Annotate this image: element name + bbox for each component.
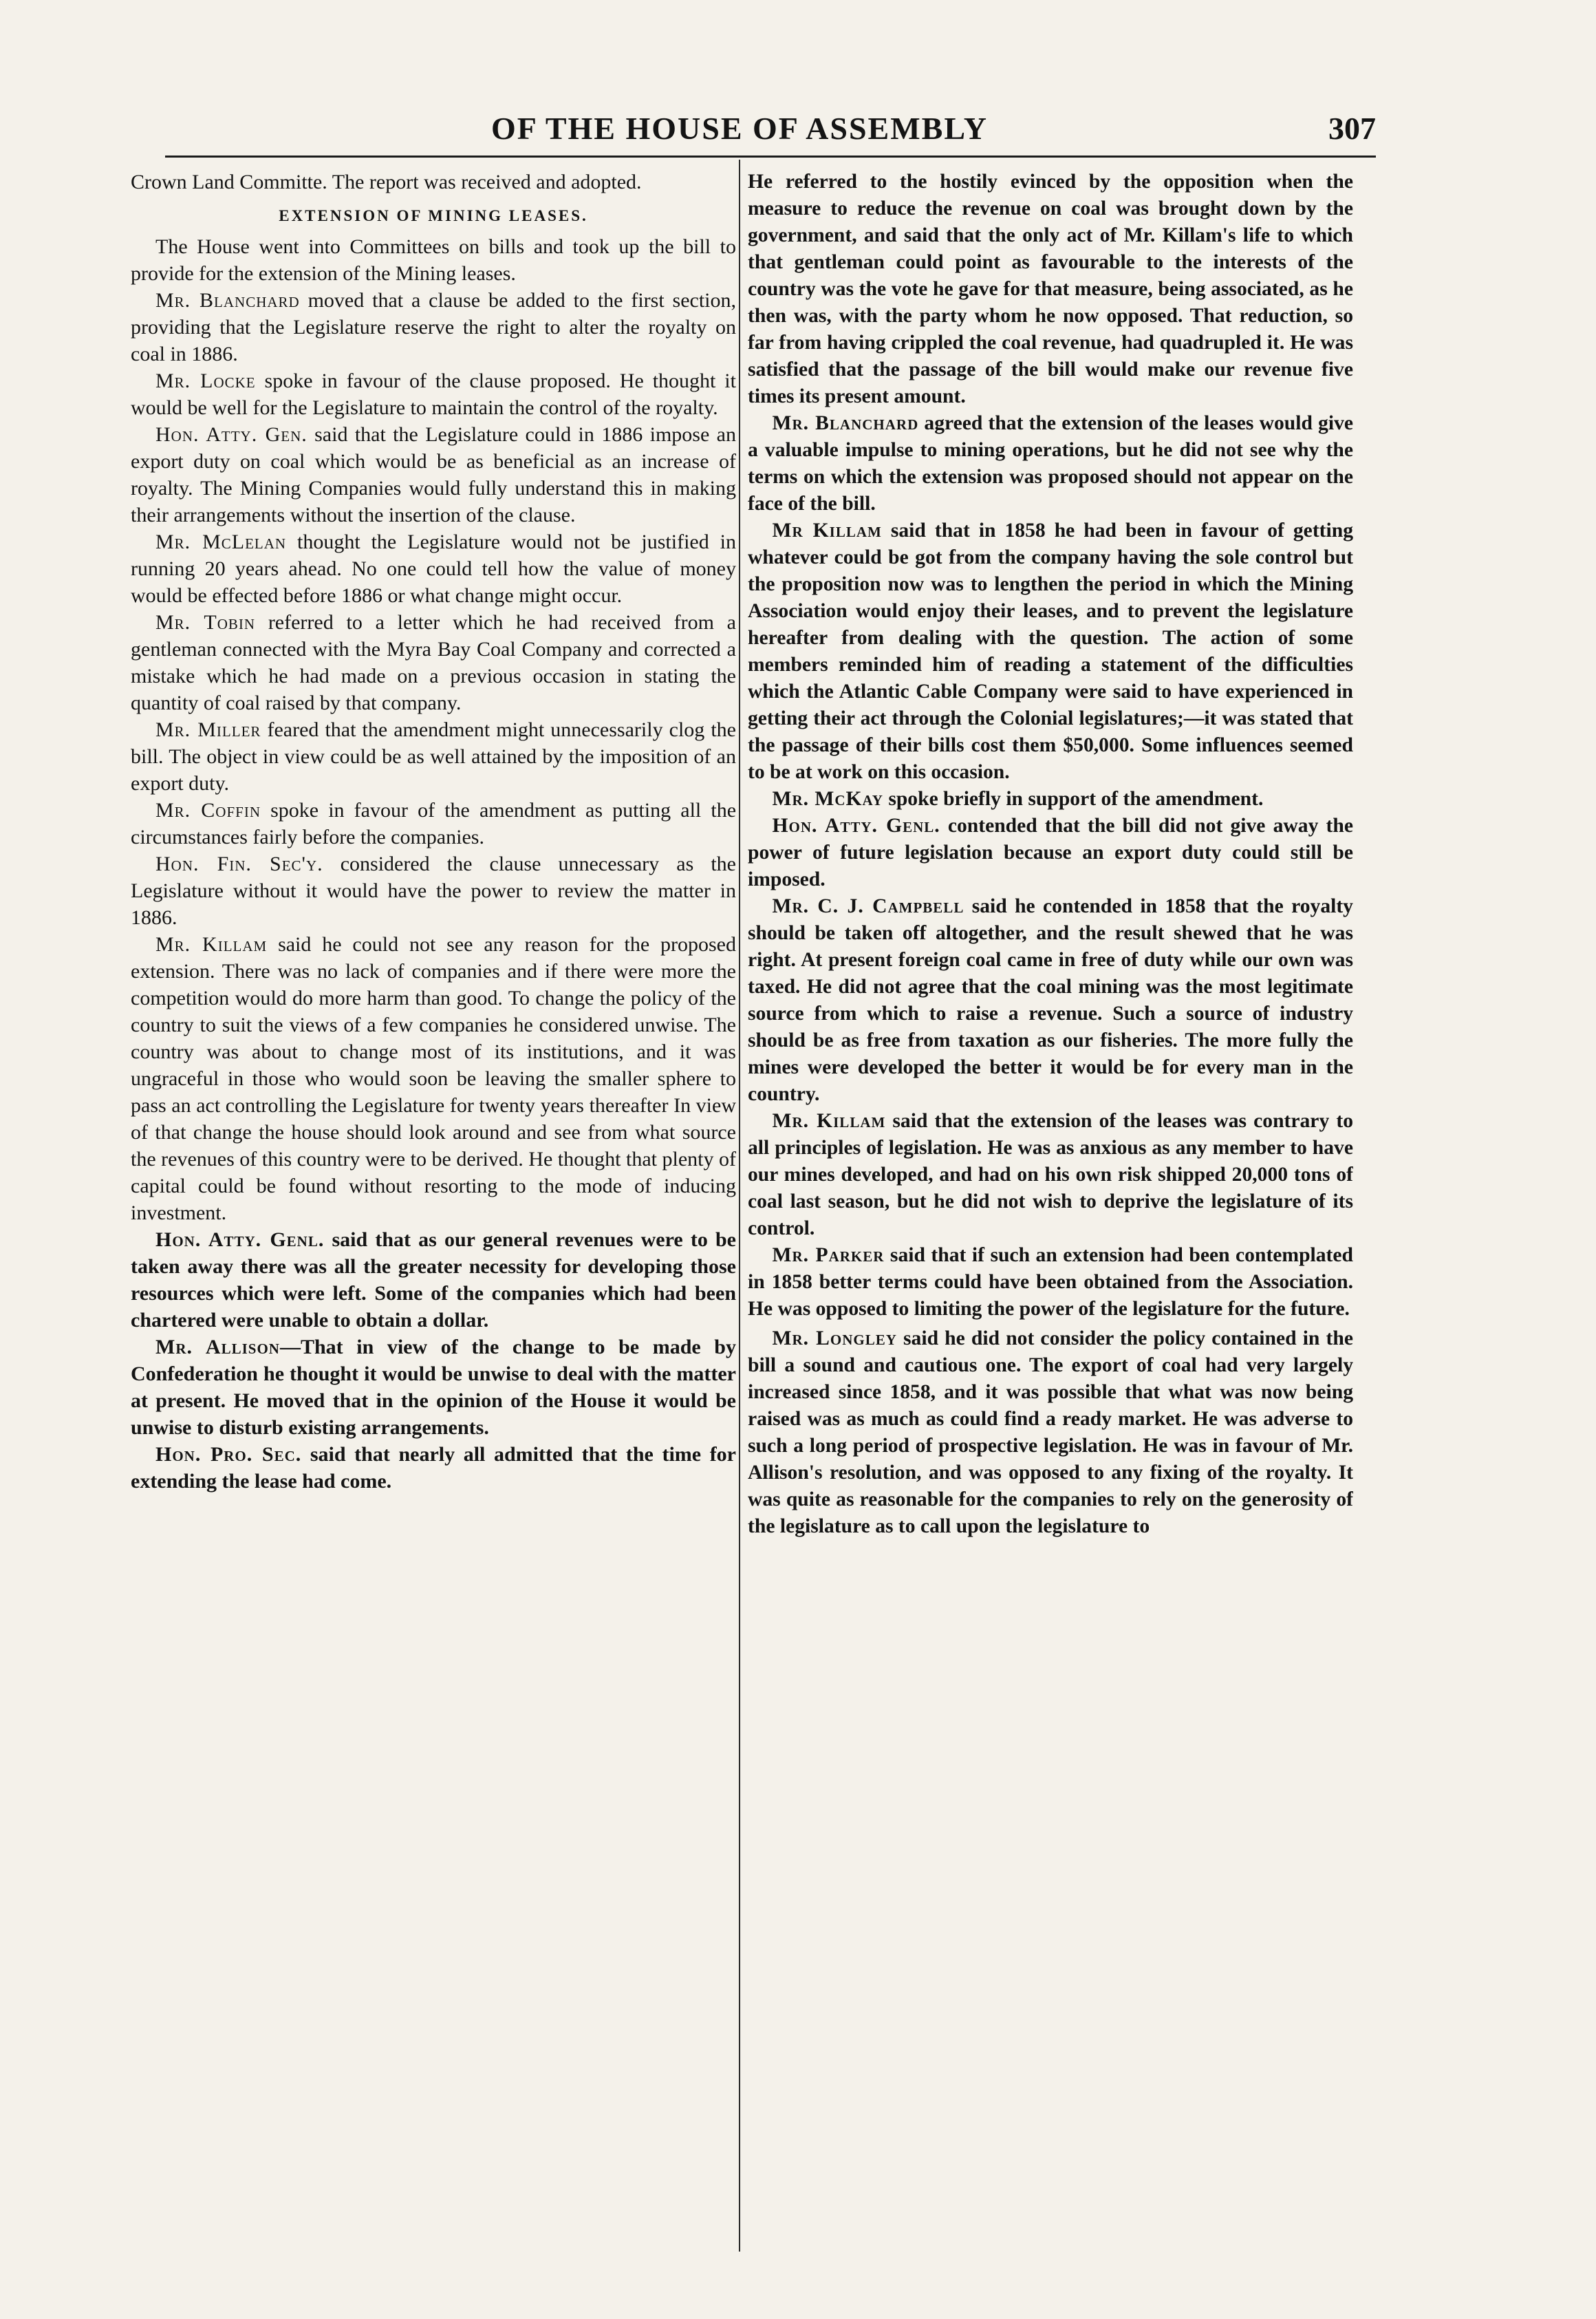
- speaker-name: Mr. C. J. Campbell: [772, 895, 964, 917]
- paragraph: The House went into Committees on bills and took up the bill to provide for the extension of the Mining leases.: [131, 235, 736, 285]
- speaker-name: Mr. Killam: [155, 933, 268, 956]
- left-column: [131, 169, 736, 2247]
- speech-text: said that as our general revenues were to be taken away there was all the greater necessity for developing those resources which were left. Some of the companies which had been chartered were unable to obtain a dollar.: [131, 1228, 736, 1332]
- speech-text: referred to a letter which he had received from a gentleman connected with the Myra Bay Coal Company and corrected a mistake which he had made on a previous occasion in stating the quantity of coal raised by that company.: [131, 611, 736, 714]
- speech-text: spoke briefly in support of the amendment.: [883, 788, 1264, 810]
- speaker-name: Mr. Blanchard: [155, 289, 300, 312]
- paragraph: [131, 367, 736, 421]
- speech-text: said that in 1858 he had been in favour of getting whatever could be got from the company having the sole control but the proposition now was to lengthen the period in which the Mining Association would enjoy their leases, and to prevent the legislature hereafter from dealing with the question. The action of some members reminded him of reading a statement of the difficulties which the Atlantic Cable Company were said to have experienced in getting their act through the Colonial legislatures;—it was stated that the passage of their bills cost them $50,000. Some influences seemed to be at work on this occasion.: [748, 520, 1353, 783]
- speaker-name: Hon. Atty. Gen.: [155, 423, 308, 446]
- speech-text: moved that a clause be added to the first section, providing that the Legislature reserve the right to alter the royalty on coal in 1886.: [131, 289, 736, 365]
- paragraph: [131, 931, 736, 1226]
- paragraph: [748, 786, 1353, 813]
- speech-text: feared that the amendment might unnecessarily clog the bill. The object in view could be as well attained by the imposition of an export duty.: [131, 718, 736, 795]
- speech-text: —That in view of the change to be made by Confederation he thought it would be unwise to deal with the matter at present. He moved that in the opinion of the House it would be unwise to disturb existing arrangements.: [131, 1336, 736, 1439]
- speech-text: contended that the bill did not give away the power of future legislation because an export duty could still be imposed.: [748, 815, 1353, 890]
- speaker-name: Mr. Coffin: [155, 799, 261, 822]
- speech-text: considered the clause unnecessary as the Legislature without it would have the power to review the matter in 1886.: [131, 853, 736, 929]
- paragraph: [131, 1334, 736, 1441]
- paragraph: [131, 528, 736, 609]
- paragraph: [131, 716, 736, 797]
- speech-text: said he contended in 1858 that the royalty should be taken off altogether, and the result shewed that he was right. At present foreign coal came in free of duty while our own was taxed. He did not agree that the coal mining was the most legitimate source from which to raise a revenue. Such a source of industry should be as free from taxation as our fisheries. The more fully the mines were developed the better it would be for every man in the country.: [748, 895, 1353, 1105]
- paragraph: [748, 893, 1353, 1108]
- paragraph: [131, 1441, 736, 1495]
- speaker-name: Mr. Longley: [772, 1327, 897, 1349]
- speech-text: said that if such an extension had been contemplated in 1858 better terms could have been obtained from the Association. He was opposed to limiting the power of the legislature for the future.: [748, 1244, 1353, 1320]
- speaker-name: Hon. Atty. Genl.: [155, 1228, 325, 1251]
- paragraph: [131, 421, 736, 528]
- speech-text: said he could not see any reason for the proposed extension. There was no lack of companies and if there were more the competition would do more harm than good. To change the policy of the country to suit the views of a few companies he considered unwise. The country was about to change most of its institutions, and it was ungraceful in those who would soon be leaving the smaller sphere to pass an act controlling the Legislature for twenty years thereafter In view of that change the house should look around and see from what source the revenues of this country were to be derived. He thought that plenty of capital could be found without resorting to the mode of inducing investment.: [131, 933, 736, 1224]
- speech-text: spoke in favour of the amendment as putting all the circumstances fairly before the companies.: [131, 799, 736, 848]
- speaker-name: Hon. Pro. Sec.: [155, 1443, 302, 1466]
- paragraph: [748, 517, 1353, 786]
- speaker-name: Mr. Allison: [155, 1336, 280, 1358]
- running-title: OF THE HOUSE OF ASSEMBLY: [490, 111, 988, 146]
- speaker-name: Mr. Parker: [772, 1244, 885, 1266]
- right-column: [748, 169, 1353, 2247]
- speaker-name: Mr. Blanchard: [772, 412, 919, 434]
- speaker-name: Mr. Tobin: [155, 611, 256, 634]
- paragraph: [748, 1242, 1353, 1323]
- speaker-name: Hon. Fin. Sec'y.: [155, 853, 323, 875]
- speech-text: said that the Legislature could in 1886 impose an export duty on coal which would be as beneficial as an increase of royalty. The Mining Companies would fully understand this in making their arrangements without the insertion of the clause.: [131, 423, 736, 526]
- header-rule: [165, 156, 1376, 158]
- speech-text: thought the Legislature would not be justified in running 20 years ahead. No one could tell how the value of money would be effected before 1886 or what change might occur.: [131, 531, 736, 607]
- paragraph: [131, 797, 736, 851]
- paragraph: Crown Land Committe. The report was received and adopted.: [131, 171, 642, 193]
- speaker-name: Mr. Killam: [772, 1110, 886, 1132]
- speech-text: said he did not consider the policy contained in the bill a sound and cautious one. The export of coal had very largely increased since 1858, and it was possible that what was now being raised was as much as could find a ready market. He was adverse to such a long period of prospective legislation. He was in favour of Mr. Allison's resolution, and was opposed to any fixing of the royalty. It was quite as reasonable for the companies to rely on the generosity of the legislature as to call upon the legislature to: [748, 1327, 1353, 1537]
- speech-text: spoke in favour of the clause proposed. He thought it would be well for the Legislature to maintain the control of the royalty.: [131, 370, 736, 419]
- paragraph: [131, 1226, 736, 1334]
- paragraph: [131, 287, 736, 367]
- column-divider: [739, 160, 740, 2252]
- speaker-name: Mr. Locke: [155, 370, 256, 392]
- speech-text: agreed that the extension of the leases would give a valuable impulse to mining operations, but he did not see why the terms on which the extension was proposed should not appear on the face of the bill.: [748, 412, 1353, 515]
- page-number: 307: [1328, 111, 1376, 146]
- paragraph: [748, 410, 1353, 517]
- section-heading: EXTENSION OF MINING LEASES.: [279, 207, 588, 224]
- speaker-name: Hon. Atty. Genl.: [772, 815, 940, 837]
- paragraph: [748, 813, 1353, 893]
- speaker-name: Mr Killam: [772, 520, 882, 542]
- speech-text: said that nearly all admitted that the time for extending the lease had come.: [131, 1443, 736, 1493]
- paragraph: [748, 1325, 1353, 1540]
- speaker-name: Mr. McLelan: [155, 531, 287, 553]
- paragraph: He referred to the hostily evinced by the opposition when the measure to reduce the revenue on coal was brought down by the government, and said that the only act of Mr. Killam's life to which that gentleman could point as favourable to the interests of the country was the vote he gave for that measure, being associated, as he then was, with the party whom he now opposed. That reduction, so far from having crippled the coal revenue, had quadrupled it. He was satisfied that the passage of the bill would make our revenue five times its present amount.: [748, 171, 1353, 407]
- paragraph: [131, 609, 736, 716]
- speech-text: said that the extension of the leases was contrary to all principles of legislation. He was as anxious as any member to have our mines developed, and had on his own risk shipped 20,000 tons of coal last season, but he did not wish to deprive the legislature of its control.: [748, 1110, 1353, 1239]
- speaker-name: Mr. McKay: [772, 788, 883, 810]
- paragraph: [131, 851, 736, 931]
- paragraph: [748, 1108, 1353, 1242]
- page-header: [103, 110, 1376, 151]
- speaker-name: Mr. Miller: [155, 718, 261, 741]
